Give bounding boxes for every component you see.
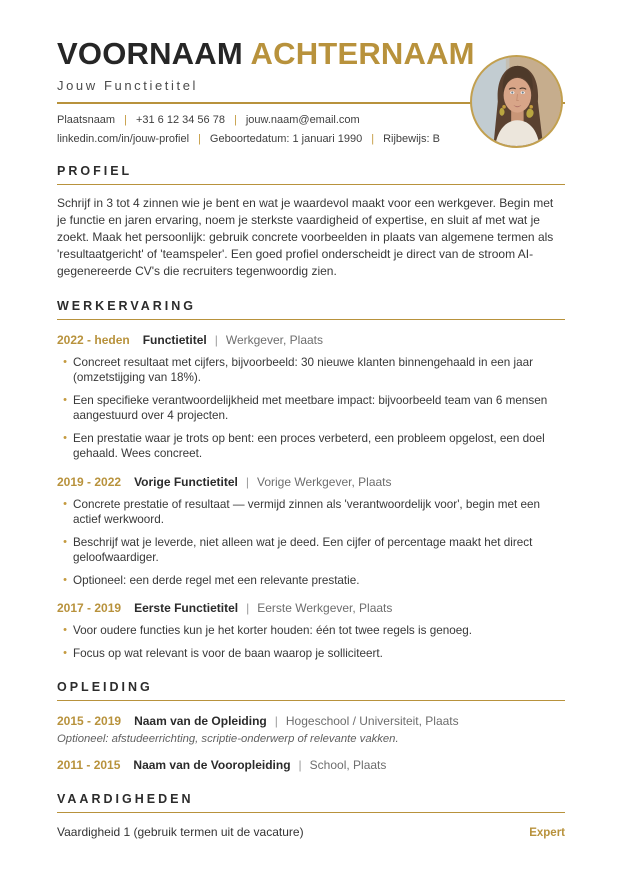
section-skills — [57, 792, 565, 839]
job-role: Vorige Functietitel — [134, 474, 238, 489]
list-item — [57, 646, 565, 662]
bullet-icon: • — [63, 497, 67, 510]
education-institution: Hogeschool / Universiteit, Plaats — [285, 714, 459, 729]
section-divider — [57, 319, 565, 320]
job-header — [57, 475, 565, 490]
education-header — [57, 714, 565, 729]
list-item — [57, 623, 565, 639]
bullet-icon: • — [63, 573, 67, 586]
list-item — [57, 497, 565, 528]
education-note: Optioneel: afstudeerrichting, scriptie-onderwerp of relevante vakken. — [57, 733, 399, 746]
section-experience — [57, 299, 565, 662]
job-role: Functietitel — [142, 332, 207, 347]
job-employer: Werkgever, Plaats — [225, 332, 323, 347]
bullet-text: Beschrijf wat je leverde, niet alleen wat je deed. Een cijfer of percentage maakt het direct geloofwaardiger. — [73, 535, 533, 565]
bullet-icon: • — [63, 431, 67, 444]
list-item — [57, 431, 565, 462]
education-period: 2011 - 2015 — [57, 758, 121, 773]
education-period: 2015 - 2019 — [57, 714, 122, 729]
education-name: Naam van de Opleiding — [134, 714, 267, 729]
first-name: VOORNAAM — [57, 36, 243, 71]
job-entry — [57, 601, 565, 661]
section-divider — [57, 812, 565, 813]
pipe-separator: | — [246, 601, 250, 616]
list-item — [57, 393, 565, 424]
section-divider — [57, 184, 565, 185]
pipe-separator: | — [214, 332, 218, 347]
job-bullets — [57, 497, 565, 589]
list-item — [57, 573, 565, 589]
bullet-icon: • — [63, 393, 67, 406]
pipe-separator: | — [298, 758, 302, 773]
bullet-icon: • — [63, 535, 67, 548]
job-entry — [57, 333, 565, 462]
pipe-separator: | — [274, 714, 278, 729]
section-divider — [57, 700, 565, 701]
contact-phone: +31 6 12 34 56 78 — [135, 113, 225, 126]
education-institution: School, Plaats — [309, 758, 387, 773]
bullet-icon: • — [63, 624, 67, 637]
contact-linkedin: linkedin.com/in/jouw-profiel — [57, 132, 190, 145]
section-title-skills: VAARDIGHEDEN — [57, 792, 194, 807]
pipe-separator: | — [245, 474, 249, 489]
bullet-text: Concreet resultaat met cijfers, bijvoorbeeld: 30 nieuwe klanten binnengehaald in een jaar (omzetstijging van 18%). — [73, 355, 533, 385]
contact-email: jouw.naam@email.com — [245, 113, 360, 126]
profile-text: Schrijf in 3 tot 4 zinnen wie je bent en wat je waardevol maakt voor een werkgever. Begin met je functie en jaren ervaring, noem je sterkste vaardigheid of expertise, en sluit af met wat je zoekt. Maak het persoonlijk: gebruik concrete voorbeelden in plaats van algemene termen als 'resultaatgericht' of 'teamspeler'. Een goed profiel onderscheidt je direct van de stroom AI-gegenereerde CV's die recruiters tegenwoordig zien. — [57, 195, 554, 278]
job-period: 2017 - 2019 — [57, 601, 122, 616]
job-employer: Vorige Werkgever, Plaats — [256, 474, 392, 489]
bullet-icon: • — [63, 646, 67, 659]
education-entry — [57, 758, 565, 773]
job-title: Jouw Functietitel — [57, 77, 199, 93]
section-profile — [57, 164, 565, 280]
bullet-text: Optioneel: een derde regel met een relevante prestatie. — [73, 573, 360, 587]
portrait-illustration — [472, 57, 561, 146]
list-item — [57, 355, 565, 386]
job-period: 2022 - heden — [57, 332, 130, 347]
profile-photo — [470, 55, 563, 148]
contact-license: Rijbewijs: B — [383, 132, 440, 145]
bullet-text: Een prestatie waar je trots op bent: een proces verbeterd, een probleem opgelost, een doel gehaald. Wees concreet. — [73, 431, 545, 461]
last-name: ACHTERNAAM — [250, 36, 475, 71]
bullet-text: Voor oudere functies kun je het korter houden: één tot twee regels is genoeg. — [73, 624, 472, 638]
bullet-icon: • — [63, 355, 67, 368]
pipe-separator: | — [371, 132, 375, 145]
bullet-text: Concrete prestatie of resultaat — vermijd zinnen als 'verantwoordelijk voor', begin met een actief werkwoord. — [73, 497, 540, 527]
job-bullets — [57, 355, 565, 462]
job-bullets — [57, 623, 565, 661]
bullet-text: Een specifieke verantwoordelijkheid met meetbare impact: bijvoorbeeld team van 6 mensen aangestuurd over 4 projecten. — [73, 393, 548, 423]
skill-name: Vaardigheid 1 (gebruik termen uit de vacature) — [57, 825, 304, 840]
contact-city: Plaatsnaam — [57, 113, 116, 126]
section-title-profile: PROFIEL — [57, 163, 133, 178]
education-header — [57, 758, 565, 773]
skill-level-badge: Expert — [529, 827, 565, 840]
list-item — [57, 535, 565, 566]
pipe-separator: | — [198, 132, 201, 145]
education-name: Naam van de Vooropleiding — [133, 758, 291, 773]
bullet-text: Focus op wat relevant is voor de baan waarop je solliciteert. — [73, 646, 383, 660]
job-entry — [57, 475, 565, 589]
job-header — [57, 601, 565, 616]
job-role: Eerste Functietitel — [134, 601, 239, 616]
pipe-separator: | — [233, 113, 237, 126]
section-title-experience: WERKERVARING — [57, 298, 197, 313]
skill-row — [57, 825, 565, 839]
education-entry — [57, 714, 565, 745]
pipe-separator: | — [124, 113, 127, 126]
job-period: 2019 - 2022 — [57, 474, 122, 489]
section-education — [57, 680, 565, 773]
job-employer: Eerste Werkgever, Plaats — [257, 601, 393, 616]
section-title-education: OPLEIDING — [57, 680, 153, 695]
contact-birthdate: Geboortedatum: 1 januari 1990 — [209, 132, 363, 145]
job-header — [57, 333, 565, 348]
